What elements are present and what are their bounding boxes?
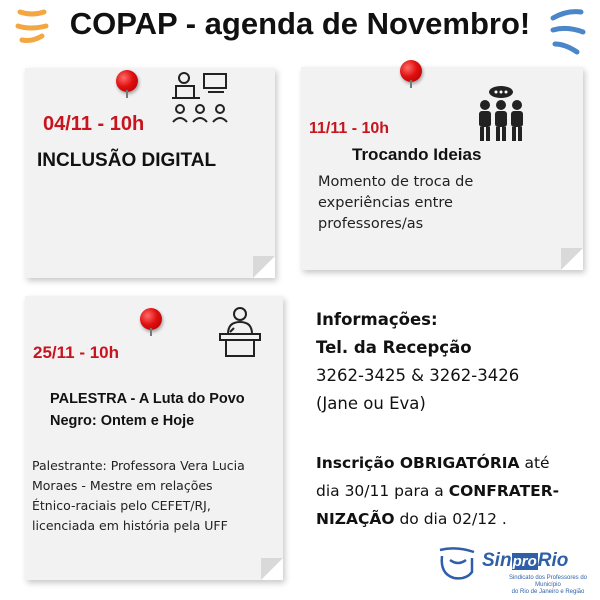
- group-discussion-icon: [474, 85, 528, 143]
- sinpro-rio-subtitle: [496, 575, 600, 596]
- subtitle-line: Sindicato dos Professores do Município: [508, 575, 588, 588]
- description-line: Momento de troca de: [318, 174, 474, 190]
- registration-text: até: [519, 454, 550, 472]
- phone-numbers: 3262-3425 & 3262-3426: [316, 366, 520, 385]
- registration-text: dia 30/11 para a: [316, 482, 449, 500]
- note-trocando-ideias: [301, 67, 583, 270]
- event-name-part: NIZAÇÃO: [316, 510, 395, 528]
- event-description-3: [32, 456, 245, 536]
- subtitle-line: do Rio de Janeiro e Região: [511, 589, 585, 595]
- event-name-part: CONFRATER-: [448, 482, 560, 500]
- registration-line-2: [316, 482, 559, 500]
- reception-phone-label: Tel. da Recepção: [316, 338, 472, 357]
- description-line: Moraes - Mestre em relações: [32, 478, 213, 493]
- registration-line-3: [316, 510, 507, 528]
- event-date-1: 04/11 - 10h: [43, 113, 145, 135]
- event-title-2: Trocando Ideias: [352, 145, 482, 164]
- pushpin-icon: [140, 308, 162, 330]
- page-fold-decoration: [561, 248, 583, 270]
- info-heading: Informações:: [316, 310, 438, 329]
- sinpro-rio-logo-mark: [436, 544, 478, 584]
- title-line: PALESTRA - A Luta do Povo: [50, 391, 245, 407]
- burst-right-decoration: [545, 6, 589, 56]
- description-line: Étnico-raciais pelo CEFET/RJ,: [32, 498, 211, 513]
- note-inclusao-digital: [25, 68, 275, 278]
- page-fold-decoration: [253, 256, 275, 278]
- sinpro-rio-logo-text: [482, 550, 568, 572]
- registration-line-1: [316, 454, 550, 472]
- event-date-3: 25/11 - 10h: [33, 343, 120, 362]
- pushpin-icon: [400, 60, 422, 82]
- presentation-audience-icon: [170, 70, 230, 128]
- logo-name-part: Rio: [537, 550, 569, 571]
- registration-mandatory: Inscrição OBRIGATÓRIA: [316, 454, 520, 472]
- contact-names: (Jane ou Eva): [316, 394, 426, 413]
- description-line: experiências entre: [318, 195, 453, 211]
- logo-name-part: pro: [512, 553, 537, 570]
- event-title-1: INCLUSÃO DIGITAL: [37, 150, 217, 171]
- logo-name-part: Sin: [482, 550, 512, 571]
- event-title-3: [50, 388, 245, 432]
- description-line: licenciada em história pela UFF: [32, 518, 228, 533]
- pushpin-icon: [116, 70, 138, 92]
- event-description-2: [318, 172, 473, 235]
- description-line: professores/as: [318, 216, 424, 232]
- page-fold-decoration: [261, 558, 283, 580]
- page-title: COPAP - agenda de Novembro!: [69, 6, 531, 41]
- event-date-2: 11/11 - 10h: [309, 120, 390, 137]
- speaker-podium-icon: [216, 302, 264, 358]
- description-line: Palestrante: Professora Vera Lucia: [32, 458, 245, 473]
- registration-text: do dia 02/12 .: [394, 510, 507, 528]
- title-line: Negro: Ontem e Hoje: [50, 413, 195, 429]
